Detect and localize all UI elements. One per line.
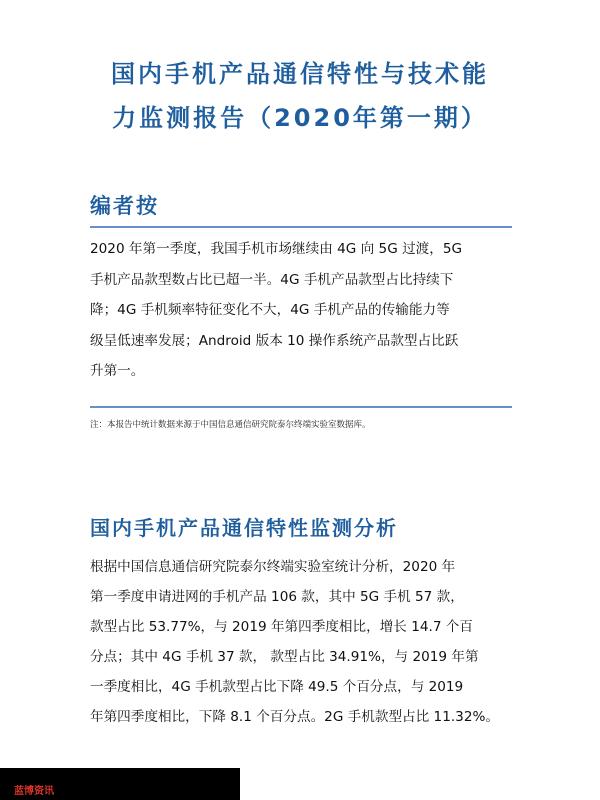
report-title [40, 52, 560, 140]
analysis-line: 一季度相比，4G 手机款型占比下降 49.5 个百分点，与 2019 [90, 679, 464, 695]
analysis-line: 分点；其中 4G 手机 37 款， 款型占比 34.91%，与 2019 年第 [90, 649, 479, 665]
editor-note-heading: 编者按 [90, 194, 159, 218]
editor-note-line: 2020 年第一季度，我国手机市场继续由 4G 向 5G 过渡，5G [90, 241, 463, 257]
editor-note-top-divider [90, 226, 512, 228]
analysis-line: 年第四季度相比，下降 8.1 个百分点。2G 手机款型占比 11.32%。 [90, 709, 499, 725]
report-title-line-2: 力监测报告（2020年第一期） [112, 104, 488, 132]
analysis-line: 第一季度申请进网的手机产品 106 款，其中 5G 手机 57 款， [90, 589, 464, 605]
footer-brand-label: 蓝博资讯 [14, 786, 54, 797]
report-title-line-1: 国内手机产品通信特性与技术能 [111, 60, 489, 88]
editor-note-bottom-divider [90, 406, 512, 408]
analysis-line: 根据中国信息通信研究院泰尔终端实验室统计分析，2020 年 [90, 559, 456, 575]
editor-note-line: 手机产品款型数占比已超一半。4G 手机产品款型占比持续下 [90, 271, 454, 288]
editor-note-line: 升第一。 [90, 363, 145, 379]
analysis-paragraph [90, 552, 522, 732]
editor-note-line: 级呈低速率发展；Android 版本 10 操作系统产品款型占比跃 [90, 332, 459, 349]
data-source-footnote: 注：本报告中统计数据来源于中国信息通信研究院泰尔终端实验室数据库。 [90, 420, 371, 430]
analysis-section-heading: 国内手机产品通信特性监测分析 [90, 516, 398, 540]
footer-brand-bar [0, 768, 240, 800]
editor-note-line: 降；4G 手机频率特征变化不大，4G 手机产品的传输能力等 [90, 302, 450, 318]
editor-note-paragraph [90, 234, 522, 387]
analysis-line: 款型占比 53.77%，与 2019 年第四季度相比，增长 14.7 个百 [90, 619, 473, 635]
